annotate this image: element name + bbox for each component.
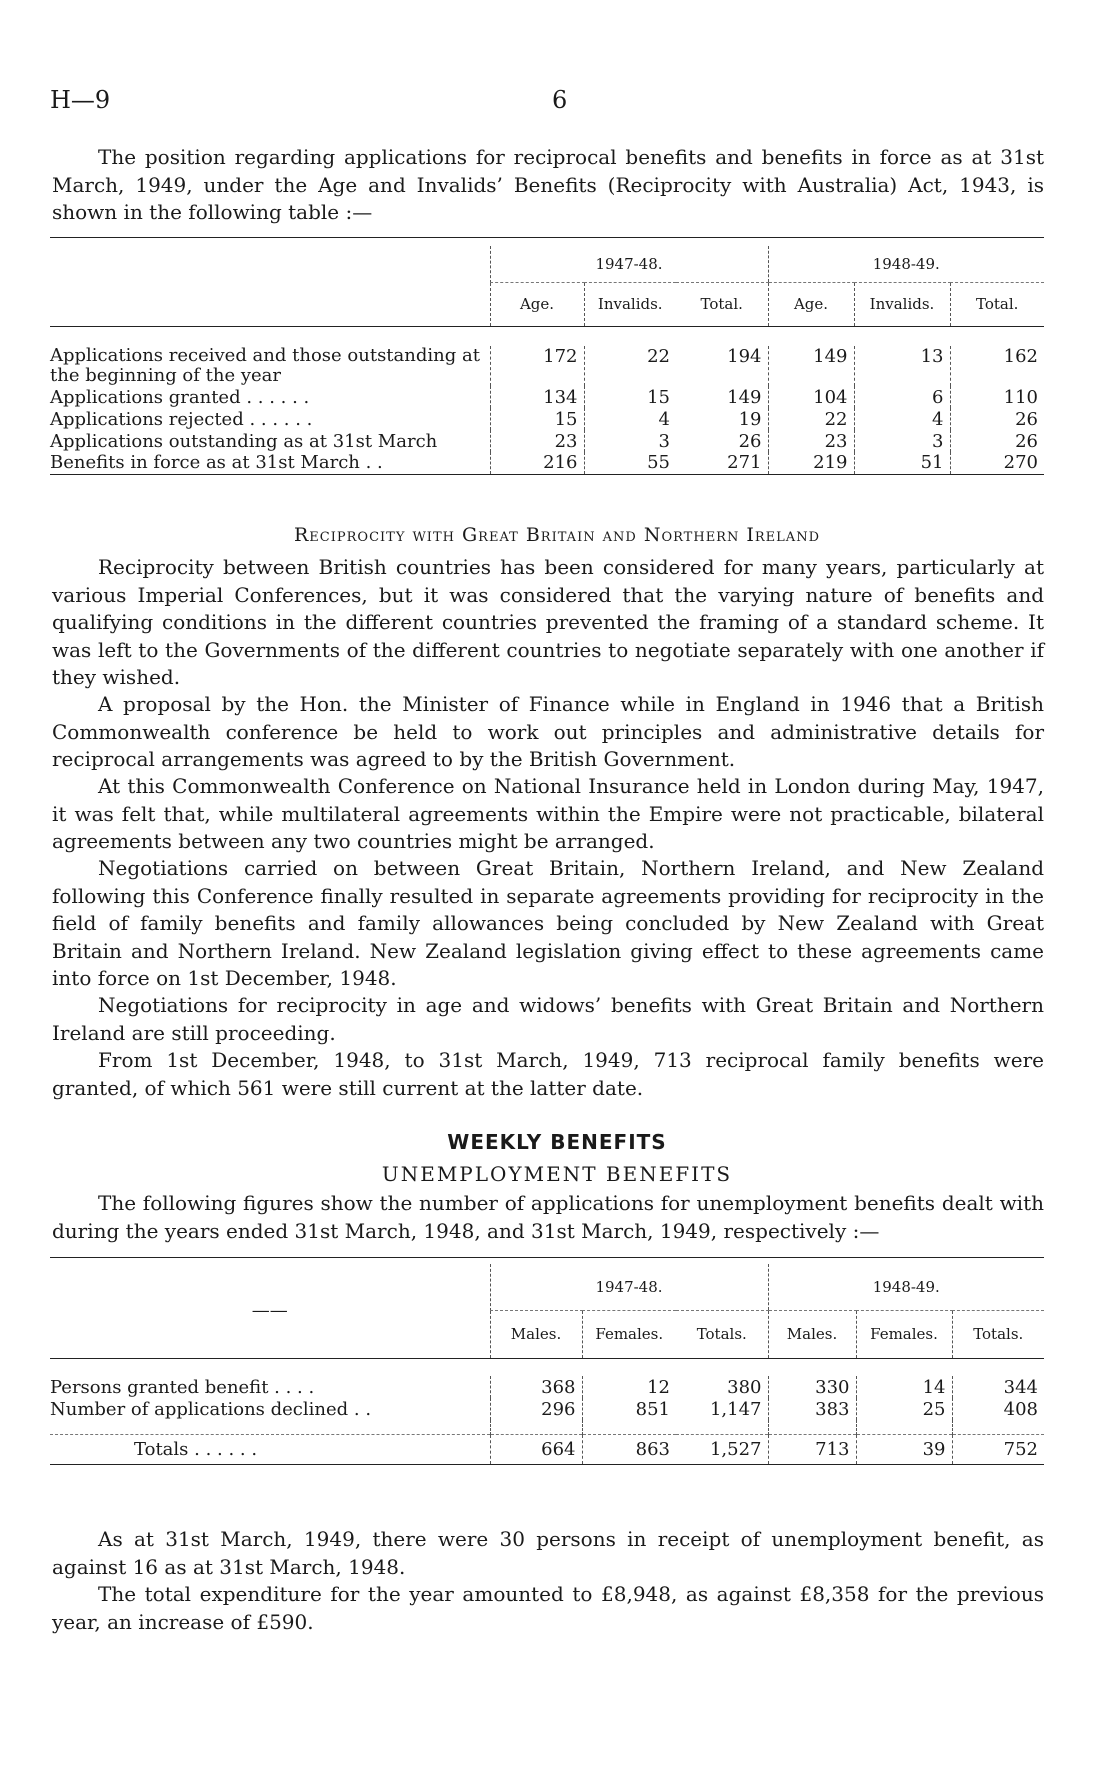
cell: 39: [856, 1434, 952, 1464]
cell: 13: [854, 346, 950, 386]
cell: 408: [952, 1398, 1044, 1420]
cell: 271: [727, 452, 762, 474]
cell: 6: [854, 386, 950, 408]
cell: 296: [490, 1398, 582, 1420]
cell: 15: [490, 408, 584, 430]
totals-label: Totals . . . . . .: [134, 1438, 258, 1460]
cell: 104: [768, 386, 854, 408]
gb-paragraph: Reciprocity between British countries has been considered for many years, particularly at various Imperial Conferences, but it was considered that the varying nature of benefits and qualifying conditions in the different countries prevented the framing of a standard scheme. It was left to the Governments of the different countries to negotiate separately with one another if they wished.: [52, 555, 1044, 689]
cell: 25: [856, 1398, 952, 1420]
row-label: Applications outstanding as at 31st March: [50, 430, 438, 452]
totals-row: [50, 1434, 1044, 1464]
gb-paragraph: From 1st December, 1948, to 31st March, 1949, 713 reciprocal family benefits were granted, of which 561 were still current at the latter date.: [52, 1048, 1044, 1100]
cell: 380: [727, 1376, 762, 1398]
cell: 3: [854, 430, 950, 452]
table1-col-header: Total.: [950, 282, 1044, 326]
cell: 4: [584, 408, 676, 430]
cell: 219: [768, 452, 854, 474]
row-label: Number of applications declined . .: [50, 1398, 372, 1420]
cell: 15: [584, 386, 676, 408]
cell: 330: [768, 1376, 856, 1398]
cell: 22: [768, 408, 854, 430]
table2-year-header-1947: 1947-48.: [490, 1264, 768, 1310]
row-label: Applications rejected . . . . . .: [50, 408, 313, 430]
cell: 55: [584, 452, 676, 474]
page-number: 6: [552, 86, 568, 114]
table2-corner-dash: ——: [251, 1300, 288, 1322]
row-label: Persons granted benefit . . . .: [50, 1376, 315, 1398]
table2-col-header: Males.: [768, 1310, 856, 1358]
table-row: [50, 386, 1044, 408]
cell: 110: [950, 386, 1044, 408]
section-heading-reciprocity: Reciprocity with Great Britain and Northern Ireland: [294, 524, 820, 546]
cell: 26: [950, 430, 1044, 452]
table2-col-header: Totals.: [696, 1325, 747, 1343]
row-label: Applications granted . . . . . .: [50, 386, 310, 408]
closing-paragraph: The total expenditure for the year amounted to £8,948, as against £8,358 for the previous year, an increase of £590.: [52, 1582, 1044, 1634]
gb-paragraph: A proposal by the Hon. the Minister of Finance while in England in 1946 that a British Commonwealth conference be held to work out principles and administrative details for reciprocal arrangements was agreed to by the British Government.: [52, 692, 1044, 771]
cell: 194: [727, 346, 762, 367]
table1-col-header: Invalids.: [854, 282, 950, 326]
gb-paragraph: Negotiations for reciprocity in age and widows’ benefits with Great Britain and Northern Ireland are still proceeding.: [52, 993, 1044, 1045]
gb-paragraph: Negotiations carried on between Great Britain, Northern Ireland, and New Zealand following this Conference finally resulted in separate agreements providing for reciprocity in the field of family benefits and family allowances being concluded by New Zealand with Great Britain and Northern Ireland. New Zealand legislation giving effect to these agreements came into force on 1st December, 1948.: [52, 856, 1044, 990]
cell: 26: [950, 408, 1044, 430]
cell: 19: [738, 408, 762, 430]
table2-col-header: Males.: [490, 1310, 582, 1358]
table2-col-header: Females.: [582, 1310, 676, 1358]
cell: 12: [582, 1376, 676, 1398]
table1-col-header: Invalids.: [584, 282, 676, 326]
table-row: [50, 1376, 1044, 1398]
table-row: [50, 408, 1044, 430]
cell: 23: [490, 430, 584, 452]
gb-paragraph: At this Commonwealth Conference on National Insurance held in London during May, 1947, it was felt that, while multilateral agreements within the Empire were not practicable, bilateral agreements between any two countries might be arranged.: [52, 774, 1044, 853]
cell: 664: [490, 1434, 582, 1464]
cell: 26: [738, 430, 762, 452]
cell: 3: [584, 430, 676, 452]
table2: [50, 1264, 1044, 1465]
table-row: [50, 430, 1044, 452]
weekly-intro: The following figures show the number of applications for unemployment benefits dealt with during the years ended 31st March, 1948, and 31st March, 1949, respectively :—: [52, 1191, 1044, 1243]
cell: 1,527: [709, 1438, 762, 1460]
cell: 1,147: [709, 1398, 762, 1420]
cell: 134: [490, 386, 584, 408]
table-row: [50, 346, 1044, 386]
cell: 22: [584, 346, 676, 386]
table2-top-rule: [50, 1257, 1044, 1258]
subheading-unemployment: UNEMPLOYMENT BENEFITS: [381, 1162, 733, 1186]
table2-year-header-1948: 1948-49.: [768, 1264, 1044, 1310]
section-heading-weekly: WEEKLY BENEFITS: [447, 1130, 667, 1154]
table1-col-header: Total.: [700, 295, 743, 313]
row-label: Applications received and those outstanding at the beginning of the year: [50, 345, 480, 386]
table1: [50, 246, 1044, 475]
table1-col-header: Age.: [768, 282, 854, 326]
cell: 162: [950, 346, 1044, 386]
report-code: H—9: [50, 86, 111, 114]
cell: 368: [490, 1376, 582, 1398]
cell: 4: [854, 408, 950, 430]
closing-paragraph: As at 31st March, 1949, there were 30 persons in receipt of unemployment benefit, as against 16 as at 31st March, 1948.: [52, 1527, 1044, 1579]
cell: 23: [768, 430, 854, 452]
cell: 51: [854, 452, 950, 474]
cell: 752: [952, 1434, 1044, 1464]
cell: 383: [768, 1398, 856, 1420]
table1-col-header: Age.: [490, 282, 584, 326]
table2-col-header: Totals.: [952, 1310, 1044, 1358]
table1-year-header-1947: 1947-48.: [490, 246, 768, 282]
intro-paragraph: The position regarding applications for reciprocal benefits and benefits in force as at 31st March, 1949, under the Age and Invalids’ Benefits (Reciprocity with Australia) Act, 1943, is shown in the following table :—: [52, 145, 1044, 224]
cell: 713: [768, 1434, 856, 1464]
table-row: [50, 1398, 1044, 1420]
table1-year-header-1948: 1948-49.: [768, 246, 1044, 282]
cell: 270: [950, 452, 1044, 474]
cell: 863: [582, 1434, 676, 1464]
cell: 149: [727, 386, 762, 408]
cell: 216: [490, 452, 584, 474]
cell: 149: [768, 346, 854, 386]
table2-col-header: Females.: [856, 1310, 952, 1358]
cell: 851: [582, 1398, 676, 1420]
row-label: Benefits in force as at 31st March . .: [50, 452, 383, 474]
table1-top-rule: [50, 237, 1044, 238]
table-row: [50, 452, 1044, 474]
cell: 344: [952, 1376, 1044, 1398]
cell: 172: [490, 346, 584, 386]
cell: 14: [856, 1376, 952, 1398]
